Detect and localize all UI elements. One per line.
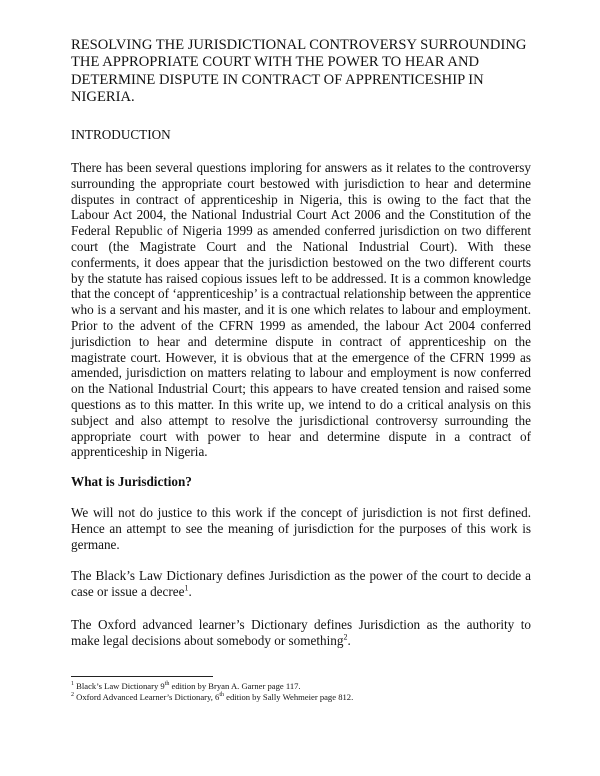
footnote-number: 1 [71,681,74,688]
footnote-text: Oxford Advanced Learner’s Dictionary, 6 [76,692,220,702]
section-heading-jurisdiction: What is Jurisdiction? [71,474,192,489]
paragraph-oxford-definition [71,617,531,649]
footnote-ref[interactable]: 1 [184,583,189,593]
footnote-superscript: th [219,692,225,699]
footnote-1 [71,681,541,691]
footnote-text: edition by Sally Wehmeier page 812. [224,692,354,702]
footnote-text: edition by Bryan A. Garner page 117. [169,681,301,691]
footnote-text: Black’s Law Dictionary 9 [76,681,165,691]
paragraph-text: The Black’s Law Dictionary defines Jurisdiction as the power of the court to decide a case or issue a decree [71,568,531,599]
footnote-divider [71,676,213,677]
introduction-heading: INTRODUCTION [71,127,171,142]
footnote-2 [71,692,541,702]
paragraph-introduction: There has been several questions imploring for answers as it relates to the controversy surrounding the appropriate court bestowed with jurisdiction to hear and determine disputes in contract of apprenticeship in Nigeria, this is owing to the fact that the Labour Act 2004, the National Industrial Court Act 2006 and the Constitution of the Federal Republic of Nigeria 1999 as amended conferred jurisdiction on two different court (the Magistrate Court and the National Industrial Court). With these conferments, it does appear that the jurisdiction bestowed on the two different courts by the statute has raised copious issues left to be addressed. It is a common knowledge that the concept of ‘apprenticeship’ is a contractual relationship between the apprentice who is a servant and his master, and it is one which relates to labour and employment. Prior to the advent of the CFRN 1999 as amended, the labour Act 2004 conferred jurisdiction to hear and determine dispute in contract of apprenticeship on the magistrate court. However, it is obvious that at the emergence of the CFRN 1999 as amended, jurisdiction on matters relating to labour and employment is now conferred on the National Industrial Court; this appears to have created tension and raised some questions as to this matter. In this write up, we intend to do a critical analysis on this subject and also attempt to resolve the jurisdictional controversy surrounding the appropriate court with power to hear and determine dispute in a contract of apprenticeship in Nigeria. [71,160,531,460]
paragraph-blacks-law-definition [71,568,531,600]
footnote-ref[interactable]: 2 [343,632,348,642]
paragraph-end: . [347,632,351,648]
paragraph-end: . [188,583,192,599]
footnote-superscript: th [164,681,170,688]
footnote-number: 2 [71,692,74,699]
document-title: RESOLVING THE JURISDICTIONAL CONTROVERSY SURROUNDING THE APPROPRIATE COURT WITH THE POWER TO HEAR AND DETERMINE DISPUTE IN CONTRACT OF APPRENTICESHIP IN NIGERIA. [71,37,527,106]
paragraph-text: The Oxford advanced learner’s Dictionary defines Jurisdiction as the authority to make legal decisions about somebody or something [71,617,531,648]
paragraph-definition-intro: We will not do justice to this work if the concept of jurisdiction is not first defined. Hence an attempt to see the meaning of jurisdiction for the purposes of this work is germane. [71,505,531,552]
